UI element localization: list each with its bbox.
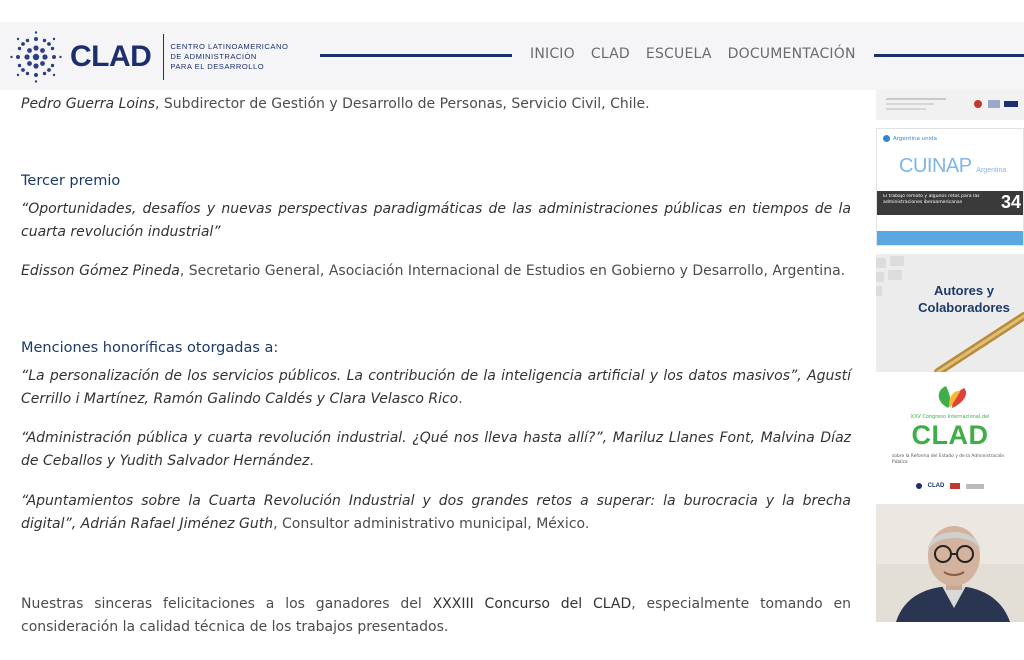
sidebar-video-card[interactable] [876, 504, 1024, 622]
cuinap-country: Argentina [976, 167, 1007, 174]
winner-2-name: Pedro Guerra Loins [21, 96, 156, 112]
sidebar-autores-card[interactable] [876, 254, 1024, 372]
third-prize-affiliation: , Secretario General, Asociación Internacional de Estudios en Gobierno y Desarrollo, Argentina. [179, 263, 846, 279]
argentina-icon [883, 135, 890, 142]
third-prize-title: “Oportunidades, desafíos y nuevas perspectivas paradigmáticas de las administraciones públicas en tiempos de la cuarta revolución industrial” [21, 201, 851, 240]
mention-2 [21, 427, 851, 473]
cuinap-title [899, 155, 1006, 178]
mention-3-affiliation: , Consultor administrativo municipal, México. [273, 516, 590, 532]
sidebar-congreso-card[interactable] [876, 380, 1024, 498]
closing-paragraph [21, 593, 851, 639]
nav-divider-left [320, 54, 512, 57]
clad-logo[interactable] [10, 30, 288, 84]
third-prize-paragraph [21, 260, 851, 283]
main-nav [530, 46, 856, 62]
cuinap-number: 34 [1000, 192, 1021, 212]
contest-name: XXXIII Concurso del CLAD [432, 596, 632, 612]
nav-documentacion[interactable]: DOCUMENTACIÓN [727, 46, 856, 62]
winner-2-paragraph [21, 93, 851, 116]
congreso-clad-logo: CLAD [927, 483, 945, 489]
mention-3-text: “Apuntamientos sobre la Cuarta Revolución Industrial y dos grandes retos a superar: la burocracia y la brecha digital”, Adrián Rafael Jiménez Guth [21, 493, 851, 532]
mention-1-text: “La personalización de los servicios públicos. La contribución de la inteligencia artificial y los datos masivos”, Agustí Cerrillo i Martínez, Ramón Galindo Caldés y Clara Velasco Rico [21, 368, 851, 407]
congreso-subtitle: sobre la Reforma del Estado y de la Administración Pública [892, 454, 1005, 465]
cuinap-brand-row [883, 135, 937, 142]
nav-divider-right [874, 54, 1024, 57]
mention-2-text: “Administración pública y cuarta revolución industrial. ¿Qué nos lleva hasta allí?”, Mariluz Llanes Font, Malvina Díaz de Ceballos y Yudith Salvador Hernández [21, 430, 851, 469]
speaker-portrait-image [876, 504, 1024, 622]
mention-1-end: . [458, 391, 463, 407]
congreso-title: CLAD [911, 420, 989, 450]
cuinap-band [877, 191, 1024, 215]
cuinap-footer-band [877, 231, 1024, 245]
logo-subtitle [170, 42, 288, 72]
logo-wordmark: CLAD [70, 40, 152, 73]
cuinap-subtitle: El trabajo remoto y algunos retos para las administraciones iberoamericanas [883, 194, 980, 205]
sidebar-banner-top[interactable] [876, 90, 1024, 120]
mention-3 [21, 490, 851, 536]
logo-divider [163, 34, 164, 80]
third-prize-name: Edisson Gómez Pineda [21, 263, 180, 279]
congreso-small: XXV Congreso Internacional del [910, 414, 990, 420]
logo-subtitle-line3: PARA EL DESARROLLO [170, 62, 265, 71]
nav-escuela[interactable]: ESCUELA [645, 46, 712, 62]
clad-small-dots-icon [916, 483, 922, 489]
nav-inicio[interactable]: INICIO [530, 46, 575, 62]
dots-logo-icon [10, 31, 62, 83]
mention-2-end: . [309, 453, 314, 469]
cuinap-brand: Argentina unida [893, 135, 937, 142]
logo-subtitle-line2: DE ADMINISTRACIÓN [170, 52, 257, 61]
nav-clad[interactable]: CLAD [590, 46, 630, 62]
mention-1 [21, 365, 851, 411]
third-prize-heading: Tercer premio [21, 173, 121, 189]
mentions-heading: Menciones honoríficas otorgadas a: [21, 340, 279, 356]
closing-start: Nuestras sinceras felicitaciones a los ganadores del [21, 596, 433, 612]
site-header [0, 22, 1024, 90]
congreso-footer [876, 478, 1024, 494]
winner-2-affiliation: , Subdirector de Gestión y Desarrollo de Personas, Servicio Civil, Chile. [155, 96, 650, 112]
banner-top-art [876, 90, 1024, 120]
logo-subtitle-line1: CENTRO LATINOAMERICANO [170, 42, 289, 51]
autores-label: Autores y Colaboradores [918, 283, 1010, 315]
cuinap-title-text: CUINAP [899, 155, 972, 177]
closing-end: , especialmente tomando en consideración la calidad técnica de los trabajos presentados. [21, 596, 851, 635]
sidebar-cuinap-card[interactable] [876, 128, 1024, 246]
partner-logo-icon [966, 484, 984, 489]
congreso-leaves-icon [876, 382, 1024, 412]
portugal-flag-icon [950, 483, 960, 489]
